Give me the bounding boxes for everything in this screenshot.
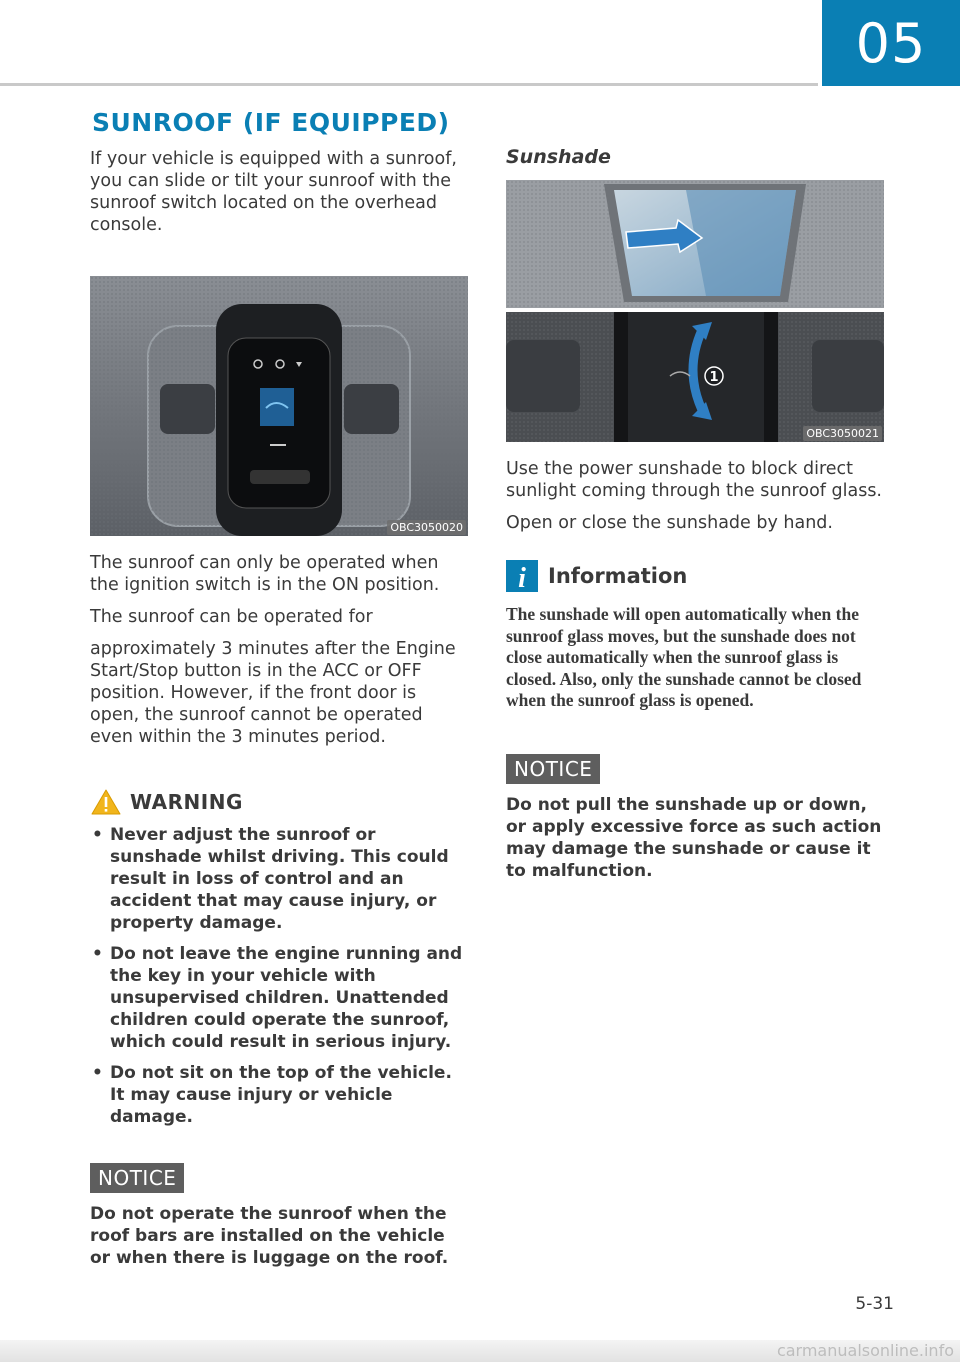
warning-item: • Do not leave the engine running and the key in your vehicle with unsupervised children. Unattended children could operate the sunroof, which could result in serious injury. <box>90 943 468 1053</box>
sunshade-figure <box>506 180 884 442</box>
notice-text: Do not pull the sunshade up or down, or apply excessive force as such action may damage the sunshade or cause it to malfunction. <box>506 794 882 881</box>
warning-triangle-icon <box>90 788 122 816</box>
warning-header <box>90 788 468 816</box>
overhead-console-figure <box>90 276 468 536</box>
right-column <box>506 146 884 882</box>
warning-item: • Do not sit on the top of the vehicle. It may cause injury or vehicle damage. <box>90 1062 468 1128</box>
information-icon <box>506 560 538 592</box>
information-header <box>506 560 884 592</box>
watermark: carmanualsonline.info <box>0 1340 960 1362</box>
figure-code: OBC3050020 <box>387 520 466 535</box>
sunshade-text-1: Use the power sunshade to block direct sunlight coming through the sunroof glass. <box>506 459 882 501</box>
warning-list <box>90 824 468 1128</box>
overhead-console-illustration <box>90 276 468 536</box>
callout-number: 1 <box>709 370 719 385</box>
notice-label: NOTICE <box>90 1163 184 1193</box>
warning-title: WARNING <box>130 790 243 814</box>
operation-text-1: The sunroof can only be operated when the ignition switch is in the ON position. <box>90 553 440 595</box>
sunshade-text-2: Open or close the sunshade by hand. <box>506 513 833 533</box>
header-rule <box>0 83 818 86</box>
information-title: Information <box>548 564 688 588</box>
information-text: The sunshade will open automatically when the sunroof glass moves, but the sunshade does not close automatically when the sunroof glass is closed. Also, only the sunshade cannot be closed when the sunroof glass is opened. <box>506 604 862 710</box>
sunshade-illustration <box>506 180 884 442</box>
intro-text: If your vehicle is equipped with a sunroof, you can slide or tilt your sunroof with the sunroof switch located on the overhead console. <box>90 149 457 235</box>
operation-text-3: approximately 3 minutes after the Engine Start/Stop button is in the ACC or OFF position. However, if the front door is open, the sunroof cannot be operated even within the 3 minutes period. <box>90 639 456 747</box>
notice-text: Do not operate the sunroof when the roof bars are installed on the vehicle or when there is luggage on the roof. <box>90 1204 449 1268</box>
operation-text-2: The sunroof can be operated for <box>90 607 373 627</box>
chapter-tab: 05 <box>822 0 960 86</box>
warning-item: • Never adjust the sunroof or sunshade whilst driving. This could result in loss of control and an accident that may cause injury, or property damage. <box>90 824 468 934</box>
notice-label: NOTICE <box>506 754 600 784</box>
section-title: SUNROOF (IF EQUIPPED) <box>92 108 450 137</box>
left-column <box>90 148 468 1269</box>
page-number: 5-31 <box>855 1294 894 1314</box>
sunshade-heading: Sunshade <box>506 146 611 168</box>
figure-code: OBC3050021 <box>803 426 882 441</box>
svg-text:i: i <box>518 563 526 592</box>
